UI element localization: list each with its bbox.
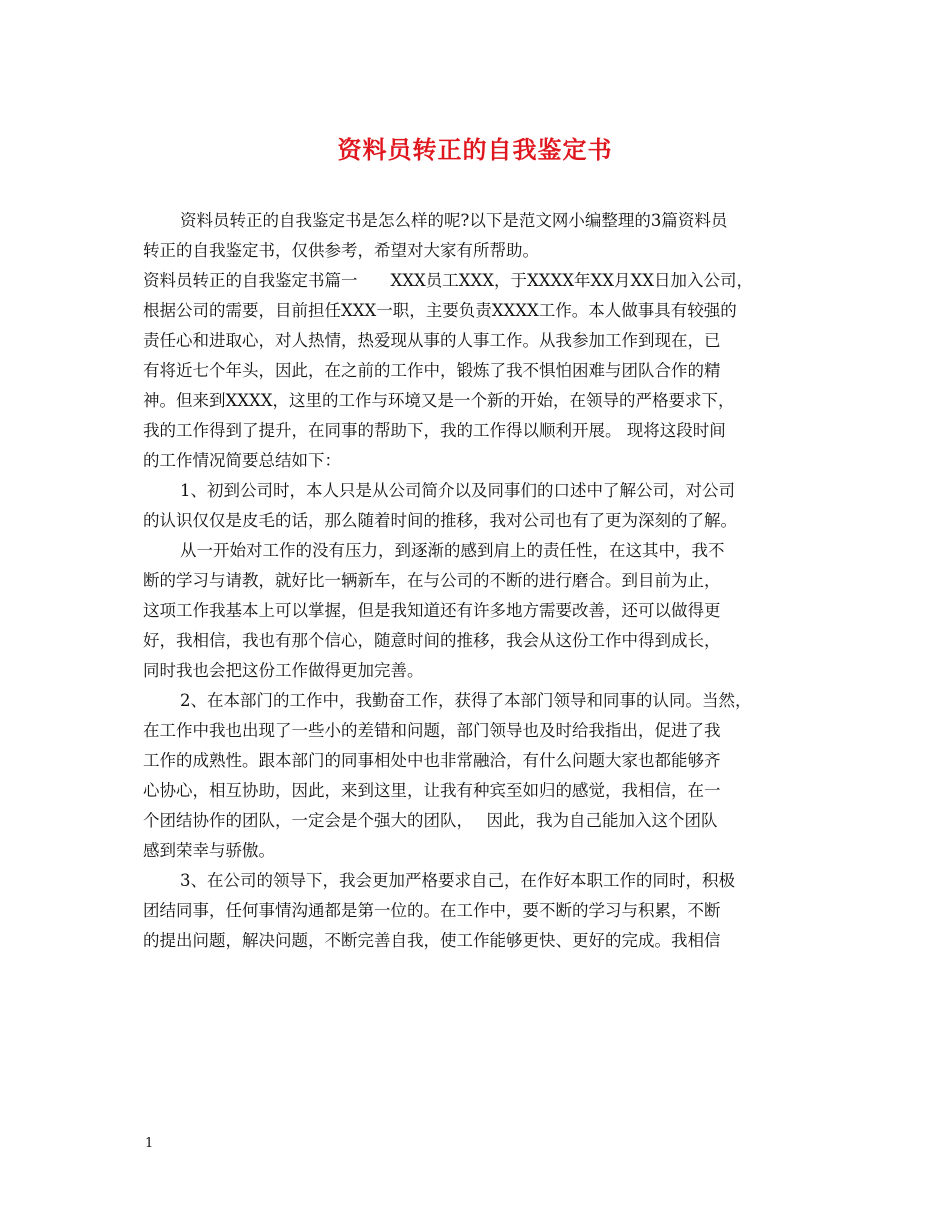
body-line: 3、在公司的领导下，我会更加严格要求自己，在作好本职工作的同时，积极 xyxy=(180,871,735,890)
body-line: 在工作中我也出现了一些小的差错和问题，部门领导也及时给我指出，促进了我 xyxy=(143,721,721,740)
body-line: 有将近七个年头，因此，在之前的工作中，锻炼了我不惧怕困难与团队合作的精 xyxy=(143,361,721,380)
document-body xyxy=(143,206,813,956)
body-line: 2、在本部门的工作中，我勤奋工作，获得了本部门领导和同事的认同。当然， xyxy=(180,691,752,710)
body-line: 同时我也会把这份工作做得更加完善。 xyxy=(143,661,424,680)
body-line: 断的学习与请教，就好比一辆新车，在与公司的不断的进行磨合。到目前为止， xyxy=(143,571,721,590)
body-line: 感到荣幸与骄傲。 xyxy=(143,841,275,860)
body-line: 这项工作我基本上可以掌握，但是我知道还有许多地方需要改善，还可以做得更 xyxy=(143,601,721,620)
body-line: 的工作情况简要总结如下： xyxy=(143,451,341,470)
body-line: 从一开始对工作的没有压力，到逐渐的感到肩上的责任性，在这其中，我不 xyxy=(180,541,725,560)
body-line: 资料员转正的自我鉴定书篇一 XXX员工XXX，于XXXX年XX月XX日加入公司， xyxy=(143,271,753,290)
body-line: 我的工作得到了提升，在同事的帮助下，我的工作得以顺利开展。 现将这段时间 xyxy=(143,421,726,440)
body-line: 转正的自我鉴定书，仅供参考，希望对大家有所帮助。 xyxy=(143,241,539,260)
body-line: 好，我相信，我也有那个信心，随意时间的推移，我会从这份工作中得到成长， xyxy=(143,631,721,650)
body-line: 1、初到公司时，本人只是从公司简介以及同事们的口述中了解公司，对公司 xyxy=(180,481,735,500)
body-line: 的提出问题，解决问题，不断完善自我，使工作能够更快、更好的完成。我相信 xyxy=(143,931,721,950)
body-line: 神。但来到XXXX，这里的工作与环境又是一个新的开始，在领导的严格要求下， xyxy=(143,391,735,410)
body-line: 工作的成熟性。跟本部门的同事相处中也非常融洽，有什么问题大家也都能够齐 xyxy=(143,751,721,770)
body-line: 根据公司的需要，目前担任XXX一职，主要负责XXXX工作。本人做事具有较强的 xyxy=(143,301,737,320)
page-number: 1 xyxy=(145,1136,154,1151)
document-title: 资料员转正的自我鉴定书 xyxy=(337,135,613,164)
body-line: 个团结协作的团队，一定会是个强大的团队， 因此，我为自己能加入这个团队 xyxy=(143,811,718,830)
body-line: 资料员转正的自我鉴定书是怎么样的呢?以下是范文网小编整理的3篇资料员 xyxy=(180,211,728,230)
body-line: 责任心和进取心，对人热情，热爱现从事的人事工作。从我参加工作到现在，已 xyxy=(143,331,721,350)
body-line: 的认识仅仅是皮毛的话，那么随着时间的推移，我对公司也有了更为深刻的了解。 xyxy=(143,511,737,530)
body-line: 团结同事，任何事情沟通都是第一位的。在工作中，要不断的学习与积累，不断 xyxy=(143,901,721,920)
body-line: 心协心，相互协助，因此，来到这里，让我有种宾至如归的感觉，我相信，在一 xyxy=(143,781,721,800)
